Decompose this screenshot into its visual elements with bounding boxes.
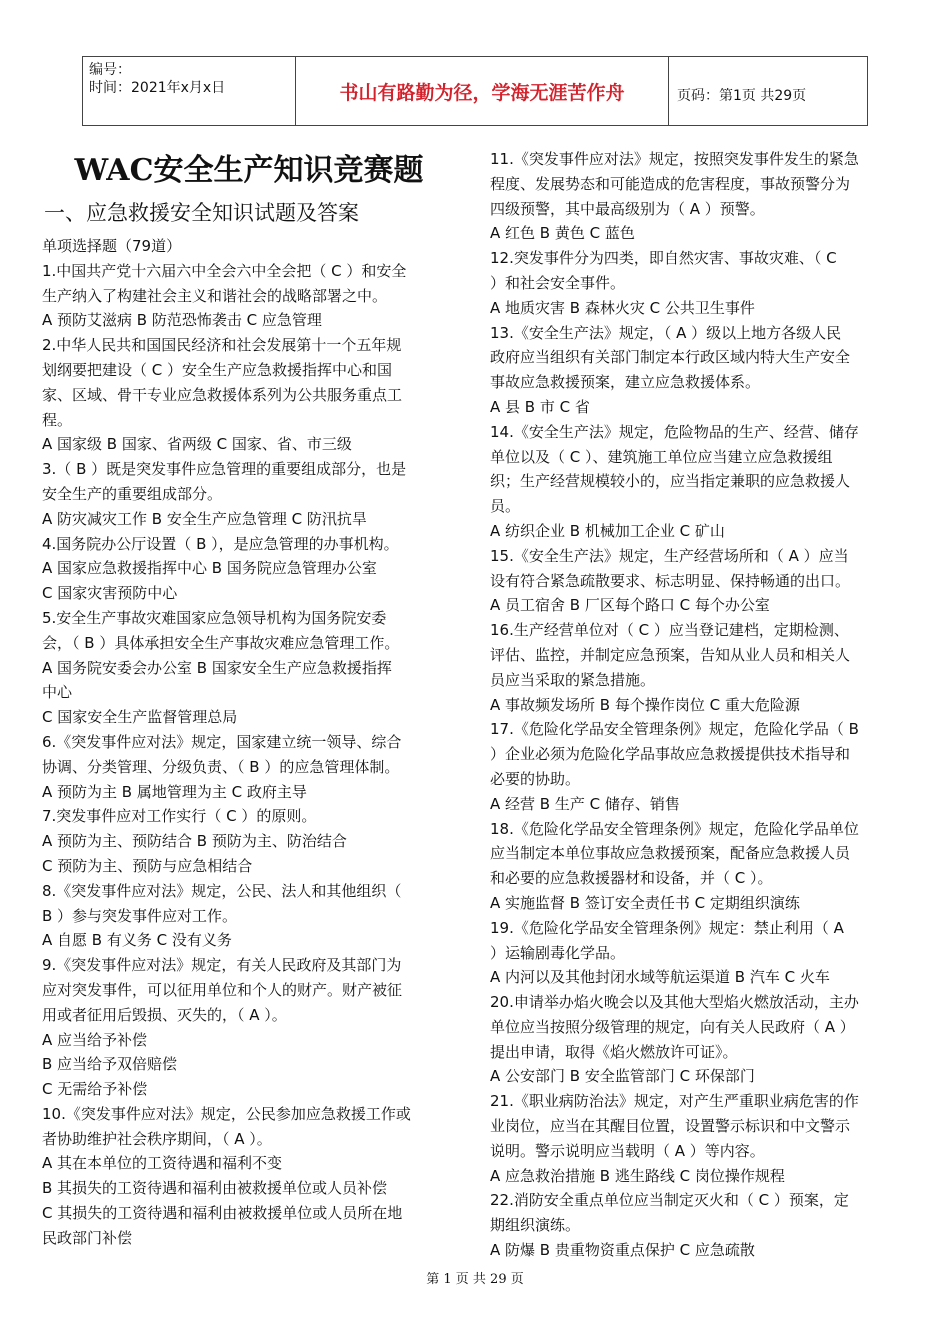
page-header [82,56,868,126]
header-page: 页码：第1页 共29页 [677,88,807,104]
text-line: A 自愿 B 有义务 C 没有义务 [42,931,232,950]
text-line: B ）参与突发事件应对工作。 [42,906,238,925]
text-line: 14.《安全生产法》规定，危险物品的生产、经营、储存 [490,422,859,441]
text-line: 20.申请举办焰火晚会以及其他大型焰火燃放活动，主办 [490,993,859,1012]
text-line: 4.国务院办公厅设置（ B ），是应急管理的办事机构。 [42,534,399,553]
text-line: 18.《危险化学品安全管理条例》规定，危险化学品单位 [490,819,859,838]
text-line: 员应当采取的紧急措施。 [490,670,656,689]
header-motto: 书山有路勤为径，学海无涯苦作舟 [296,57,669,125]
text-line: A 经营 B 生产 C 储存、销售 [490,794,680,813]
text-line: 家、区域、骨干专业应急救援体系列为公共服务重点工 [42,385,403,404]
text-line: A 员工宿舍 B 厂区每个路口 C 每个办公室 [490,596,770,615]
text-line: A 预防为主、预防结合 B 预防为主、防治结合 [42,832,347,851]
text-line: 8.《突发事件应对法》规定，公民、法人和其他组织（ [42,881,402,900]
text-line: 15.《安全生产法》规定，生产经营场所和（ A ）应当 [490,546,849,565]
text-line: 设有符合紧急疏散要求、标志明显、保持畅通的出口。 [490,571,851,590]
text-line: 22.消防安全重点单位应当制定灭火和（ C ）预案，定 [490,1191,849,1210]
text-line: 四级预警，其中最高级别为（ A ）预警。 [490,199,765,218]
text-line: 9.《突发事件应对法》规定，有关人民政府及其部门为 [42,956,402,975]
text-line: 7.突发事件应对工作实行（ C ）的原则。 [42,807,317,826]
text-line: 应当制定本单位事故应急救援预案，配备应急救援人员 [490,844,851,863]
text-line: A 国务院安委会办公室 B 国家安全生产应急救援指挥 [42,658,392,677]
text-line: 协调、分类管理、分级负责、（ B ）的应急管理体制。 [42,757,400,776]
text-line: 划纲要把建设（ C ）安全生产应急救援指挥中心和国 [42,360,393,379]
text-line: A 国家级 B 国家、省两级 C 国家、省、市三级 [42,435,352,454]
text-line: 2.中华人民共和国国民经济和社会发展第十一个五年规 [42,336,402,355]
text-line: A 预防为主 B 属地管理为主 C 政府主导 [42,782,307,801]
text-line: 会，（ B ）具体承担安全生产事故灾难应急管理工作。 [42,633,400,652]
text-line: A 事故频发场所 B 每个操作岗位 C 重大危险源 [490,695,800,714]
text-line: 6.《突发事件应对法》规定，国家建立统一领导、综合 [42,732,402,751]
text-line: 员。 [490,497,521,516]
text-line: 程。 [42,410,73,429]
text-line: 事故应急救援预案，建立应急救援体系。 [490,373,761,392]
text-line: 说明。警示说明应当载明（ A ）等内容。 [490,1141,765,1160]
text-line: A 红色 B 黄色 C 蓝色 [490,224,635,243]
text-line: 提出申请，取得《焰火燃放许可证》。 [490,1042,738,1061]
text-line: C 国家灾害预防中心 [42,584,178,603]
text-line: B 其损失的工资待遇和福利由被救援单位或人员补偿 [42,1179,388,1198]
text-line: ）企业必须为危险化学品事故应急救援提供技术指导和 [490,745,851,764]
text-line: 中心 [42,683,73,702]
text-line: ）和社会安全事件。 [490,273,626,292]
text-line: B 应当给予双倍赔偿 [42,1055,178,1074]
text-line: 生产纳入了构建社会主义和谐社会的战略部署之中。 [42,286,388,305]
text-line: 11.《突发事件应对法》规定，按照突发事件发生的紧急 [490,150,859,168]
text-line: 17.《危险化学品安全管理条例》规定，危险化学品（ B [490,720,859,739]
text-line: 者协助维护社会秩序期间，（ A ）。 [42,1129,272,1148]
text-line: A 实施监督 B 签订安全责任书 C 定期组织演练 [490,893,800,912]
page-footer: 第 1 页 共 29 页 [426,1272,524,1287]
text-line: 3.（ B ）既是突发事件应急管理的重要组成部分，也是 [42,460,407,479]
text-line: 单位以及（ C ）、建筑施工单位应当建立应急救援组 [490,447,833,466]
section-heading: 一、应急救援安全知识试题及答案 [44,201,359,225]
text-line: 10.《突发事件应对法》规定，公民参加应急救援工作或 [42,1104,411,1123]
text-line: A 防爆 B 贵重物资重点保护 C 应急疏散 [490,1241,755,1260]
text-line: 21.《职业病防治法》规定，对产生严重职业病危害的作 [490,1092,859,1111]
text-line: A 应急救治措施 B 逃生路线 C 岗位操作规程 [490,1166,785,1185]
text-line: 必要的协助。 [490,769,581,788]
text-line: 16.生产经营单位对（ C ）应当登记建档，定期检测、 [490,621,849,640]
text-line: 19.《危险化学品安全管理条例》规定：禁止利用（ A [490,918,844,937]
text-line: 13.《安全生产法》规定，（ A ）级以上地方各级人民 [490,323,842,342]
text-line: C 其损失的工资待遇和福利由被救援单位或人员所在地 [42,1204,403,1223]
text-line: A 其在本单位的工资待遇和福利不变 [42,1154,283,1173]
text-line: A 地质灾害 B 森林火灾 C 公共卫生事件 [490,298,755,317]
text-line: 和必要的应急救援器材和设备，并（ C ）。 [490,869,773,888]
text-line: 1.中国共产党十六届六中全会六中全会把（ C ）和安全 [42,261,407,280]
text-line: 12.突发事件分为四类，即自然灾害、事故灾难、（ C [490,249,837,268]
text-line: 期组织演练。 [490,1216,581,1235]
text-line: A 应当给予补偿 [42,1030,148,1049]
text-line: A 防灾减灾工作 B 安全生产应急管理 C 防汛抗旱 [42,509,367,528]
text-line: 业岗位，应当在其醒目位置，设置警示标识和中文警示 [490,1117,851,1136]
text-line: A 县 B 市 C 省 [490,397,590,416]
text-line: 评估、监控，并制定应急预案，告知从业人员和相关人 [490,645,851,664]
left-question-list [42,234,456,1251]
text-line: 民政部门补偿 [42,1228,133,1247]
text-line: 政府应当组织有关部门制定本行政区域内特大生产安全 [490,348,851,367]
text-line: 单位应当按照分级管理的规定，向有关人民政府（ A ） [490,1017,855,1036]
text-line: A 国家应急救援指挥中心 B 国务院应急管理办公室 [42,559,377,578]
text-line: C 预防为主、预防与应急相结合 [42,856,253,875]
text-line: 应对突发事件，可以征用单位和个人的财产。财产被征 [42,980,403,999]
text-line: A 预防艾滋病 B 防范恐怖袭击 C 应急管理 [42,311,322,330]
text-line: C 国家安全生产监督管理总局 [42,708,238,727]
right-column [490,147,906,1263]
text-line: 织；生产经营规模较小的，应当指定兼职的应急救援人 [490,472,851,491]
text-line: 程度、发展势态和可能造成的危害程度，事故预警分为 [490,174,851,193]
text-line: A 内河以及其他封闭水域等航运渠道 B 汽车 C 火车 [490,968,830,987]
text-line: A 公安部门 B 安全监管部门 C 环保部门 [490,1067,755,1086]
text-line: 单项选择题（79道） [42,237,182,255]
text-line: 用或者征用后毁损、灭失的，（ A ）。 [42,1005,287,1024]
text-line: C 无需给予补偿 [42,1080,148,1099]
left-column [42,148,456,1251]
text-line: 安全生产的重要组成部分。 [42,484,223,503]
text-line: 5.安全生产事故灾难国家应急领导机构为国务院安委 [42,608,387,627]
header-time: 时间：2021年x月x日 [89,80,226,96]
header-meta [83,57,296,125]
text-line: A 纺织企业 B 机械加工企业 C 矿山 [490,521,725,540]
document-title: WAC安全生产知识竞赛题 [74,153,424,188]
text-line: ）运输剧毒化学品。 [490,943,626,962]
right-question-list [490,147,906,1263]
header-number: 编号： [89,62,131,78]
